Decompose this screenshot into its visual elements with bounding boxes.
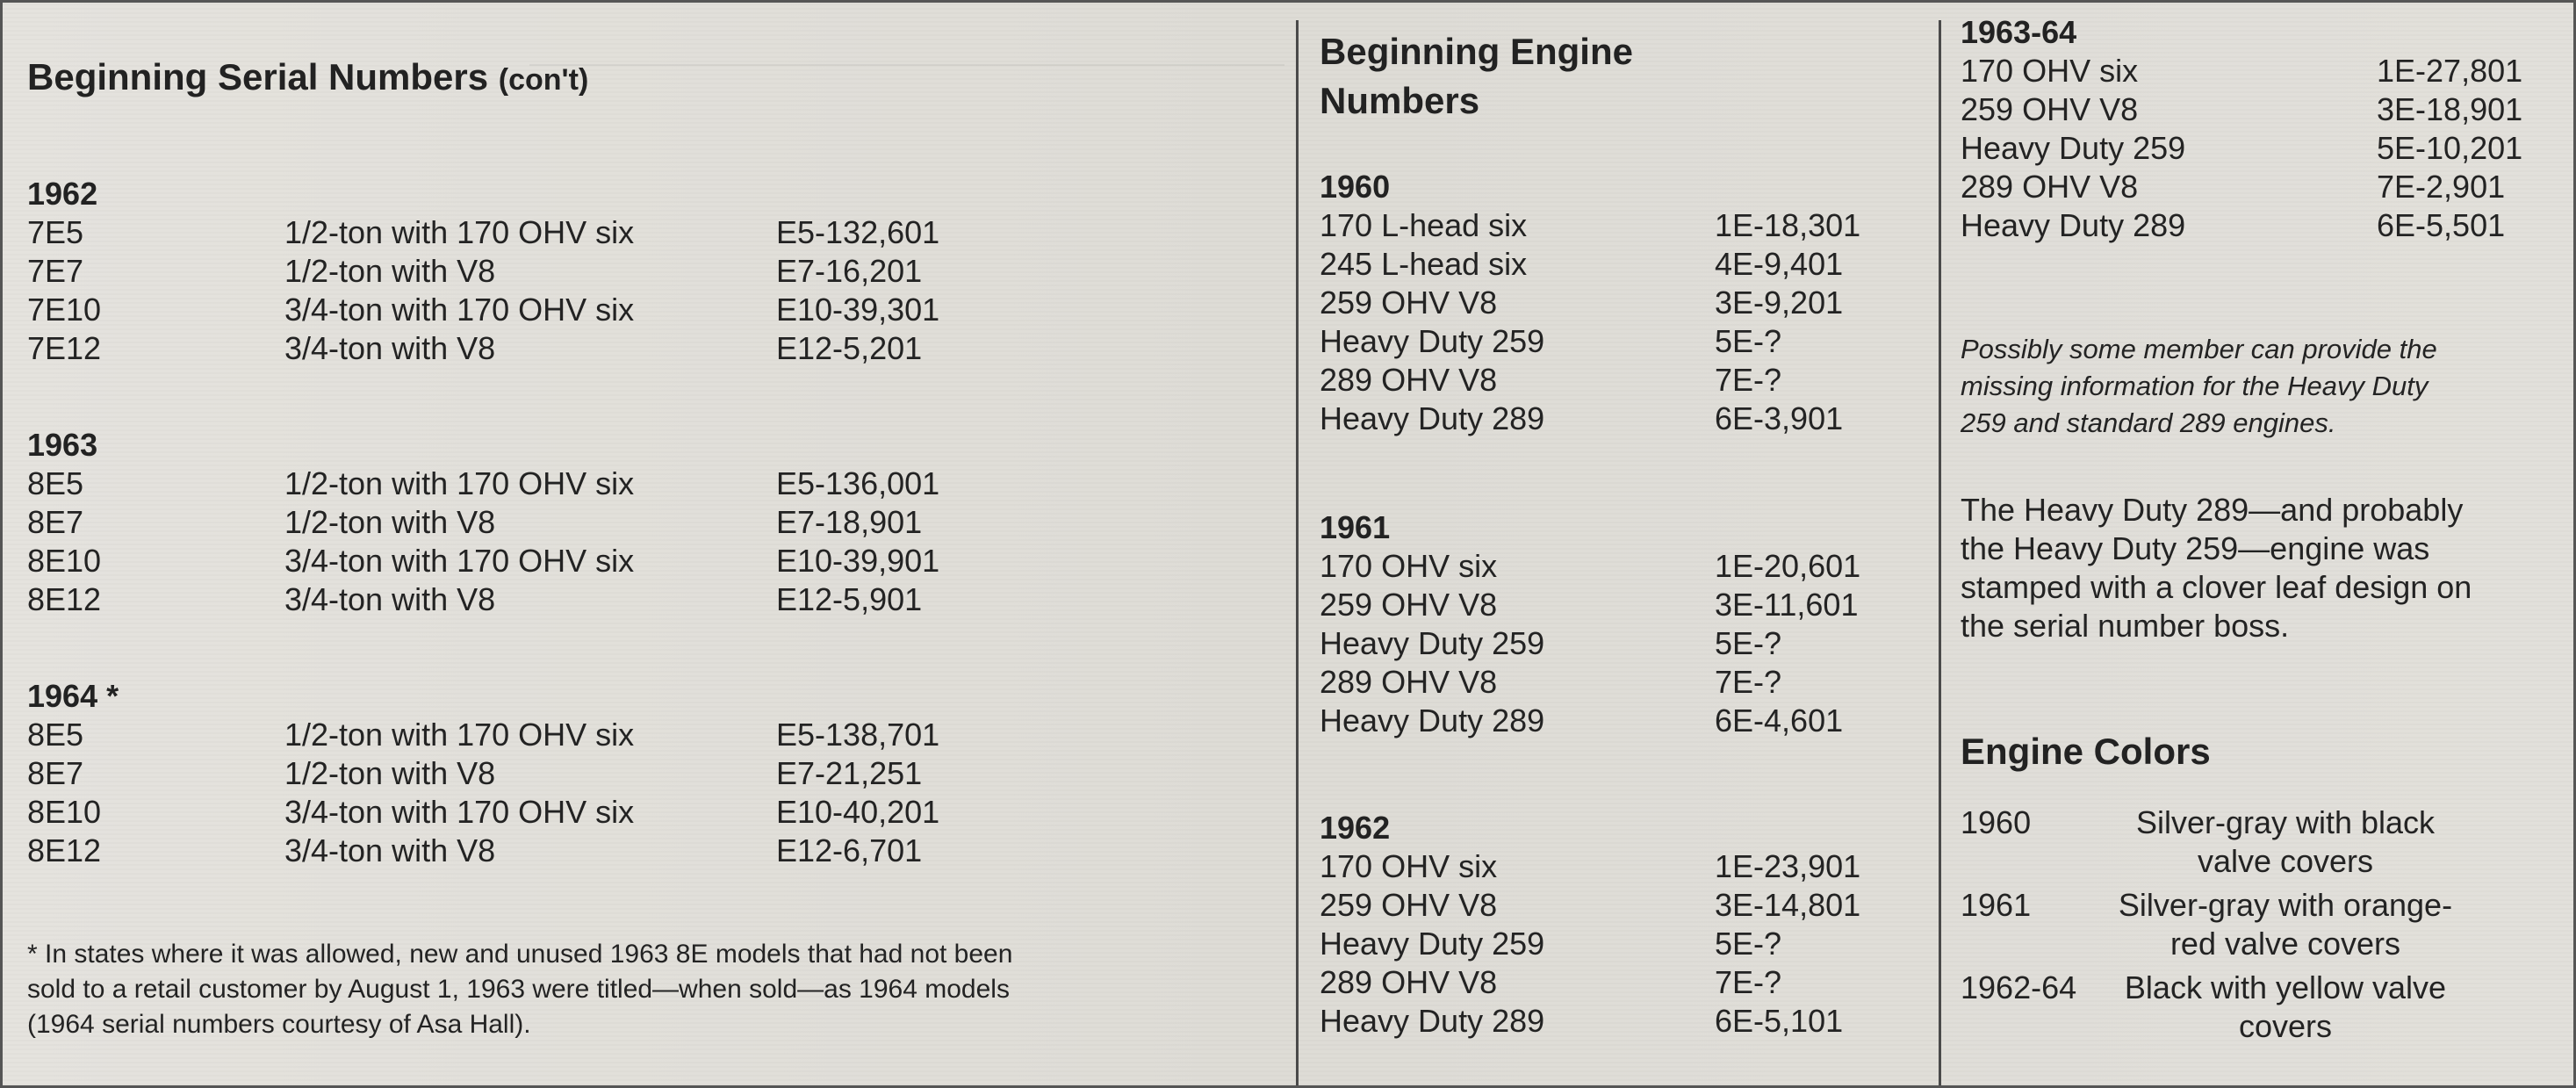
model-code: 8E7 bbox=[27, 755, 84, 791]
engine-year-group bbox=[1320, 809, 1934, 1041]
engine-number: 1E-23,901 bbox=[1715, 848, 1861, 884]
engine-type: 245 L-head six bbox=[1320, 246, 1528, 282]
engine-year-heading: 1960 bbox=[1320, 169, 1391, 205]
engine-groups-1963-64 bbox=[1961, 13, 2566, 245]
engine-type: Heavy Duty 289 bbox=[1320, 1003, 1545, 1039]
engine-number: 7E-? bbox=[1715, 362, 1782, 398]
engine-row bbox=[1961, 168, 2566, 206]
engine-number: 3E-14,801 bbox=[1715, 887, 1861, 923]
model-description: 1/2-ton with V8 bbox=[284, 504, 496, 540]
serial-number: E5-138,701 bbox=[776, 717, 940, 753]
engine-year-heading: 1963-64 bbox=[1961, 14, 2077, 50]
serial-row bbox=[27, 754, 1292, 793]
model-description: 1/2-ton with 170 OHV six bbox=[284, 214, 635, 250]
engine-number: 3E-11,601 bbox=[1715, 587, 1859, 623]
serial-row bbox=[27, 503, 1292, 542]
engine-number: 3E-9,201 bbox=[1715, 285, 1844, 321]
engine-year-group bbox=[1320, 168, 1934, 438]
color-description bbox=[2101, 969, 2470, 1046]
engine-row bbox=[1320, 586, 1934, 624]
model-description: 3/4-ton with V8 bbox=[284, 581, 496, 617]
serial-year-heading: 1962 bbox=[27, 176, 98, 212]
footnote-line: * In states where it was allowed, new and unused 1963 8E models that had not been bbox=[27, 940, 1013, 969]
serial-number: E10-40,201 bbox=[776, 794, 940, 830]
clover-leaf-note: The Heavy Duty 289—and probably the Heavy Duty 259—engine was stamped with a clover leaf design on the serial number boss. bbox=[1961, 492, 2472, 644]
serial-number: E7-18,901 bbox=[776, 504, 923, 540]
serial-row bbox=[27, 291, 1292, 329]
serial-number: E12-5,201 bbox=[776, 330, 923, 366]
serial-row bbox=[27, 329, 1292, 368]
engine-number: 1E-27,801 bbox=[2377, 53, 2523, 89]
engine-row bbox=[1961, 129, 2566, 168]
engine-number: 7E-? bbox=[1715, 964, 1782, 1000]
engine-row bbox=[1961, 206, 2566, 245]
engine-row bbox=[1320, 702, 1934, 740]
serial-title-suffix: (con't) bbox=[498, 63, 589, 97]
engine-type: Heavy Duty 259 bbox=[1961, 130, 2186, 166]
model-code: 8E12 bbox=[27, 832, 102, 868]
engine-row bbox=[1320, 847, 1934, 886]
color-description-line: Silver-gray with orange- bbox=[2118, 887, 2453, 923]
engine-row bbox=[1320, 1002, 1934, 1041]
serial-number: E7-16,201 bbox=[776, 253, 923, 289]
engine-number: 3E-18,901 bbox=[2377, 91, 2523, 127]
engine-type: 170 OHV six bbox=[1961, 53, 2139, 89]
engine-row bbox=[1320, 206, 1934, 245]
model-code: 8E10 bbox=[27, 794, 102, 830]
engine-type: 289 OHV V8 bbox=[1961, 169, 2139, 205]
model-description: 1/2-ton with V8 bbox=[284, 755, 496, 791]
model-code: 8E5 bbox=[27, 465, 84, 501]
engine-number: 7E-2,901 bbox=[2377, 169, 2506, 205]
model-description: 1/2-ton with V8 bbox=[284, 253, 496, 289]
serial-row bbox=[27, 213, 1292, 252]
missing-info-note: Possibly some member can provide the missing information for the Heavy Duty 259 and standard 289 engines. bbox=[1961, 334, 2437, 438]
engine-numbers-section bbox=[1320, 3, 1934, 1085]
engine-color-row bbox=[1961, 886, 2470, 963]
color-year: 1962-64 bbox=[1961, 969, 2077, 1005]
engine-type: 259 OHV V8 bbox=[1320, 887, 1498, 923]
serial-row bbox=[27, 465, 1292, 503]
serial-year-group bbox=[27, 426, 1292, 619]
color-description-line: red valve covers bbox=[2169, 926, 2401, 962]
engine-year-heading: 1962 bbox=[1320, 810, 1391, 846]
model-description: 3/4-ton with 170 OHV six bbox=[284, 543, 635, 579]
serial-year-group bbox=[27, 175, 1292, 368]
color-year: 1961 bbox=[1961, 887, 2032, 923]
model-code: 7E5 bbox=[27, 214, 84, 250]
engine-type: Heavy Duty 289 bbox=[1320, 703, 1545, 739]
column-divider bbox=[1939, 20, 1941, 1085]
model-code: 7E10 bbox=[27, 292, 102, 328]
engine-row bbox=[1320, 284, 1934, 322]
footnote-line: sold to a retail customer by August 1, 1963 were titled—when sold—as 1964 models bbox=[27, 975, 1010, 1004]
model-code: 8E12 bbox=[27, 581, 102, 617]
model-code: 8E7 bbox=[27, 504, 84, 540]
engine-type: Heavy Duty 259 bbox=[1320, 625, 1545, 661]
engine-row bbox=[1320, 663, 1934, 702]
model-description: 3/4-ton with V8 bbox=[284, 832, 496, 868]
engine-row bbox=[1320, 245, 1934, 284]
engine-year-heading: 1961 bbox=[1320, 509, 1391, 545]
engine-type: 289 OHV V8 bbox=[1320, 362, 1498, 398]
engine-number: 7E-? bbox=[1715, 664, 1782, 700]
serial-row bbox=[27, 580, 1292, 619]
engine-type: 170 OHV six bbox=[1320, 848, 1498, 884]
serial-number: E10-39,301 bbox=[776, 292, 940, 328]
engine-number: 6E-3,901 bbox=[1715, 400, 1844, 436]
engine-row bbox=[1320, 400, 1934, 438]
serial-row bbox=[27, 832, 1292, 870]
engine-row bbox=[1320, 624, 1934, 663]
serial-number: E5-132,601 bbox=[776, 214, 940, 250]
color-description bbox=[2101, 803, 2470, 881]
engine-year-group bbox=[1961, 13, 2566, 245]
footnote-line: (1964 serial numbers courtesy of Asa Hall). bbox=[27, 1010, 531, 1039]
engine-number: 5E-? bbox=[1715, 323, 1782, 359]
engine-type: 259 OHV V8 bbox=[1320, 587, 1498, 623]
serial-row bbox=[27, 716, 1292, 754]
engine-number: 5E-? bbox=[1715, 625, 1782, 661]
engine-type: Heavy Duty 289 bbox=[1961, 207, 2186, 243]
engine-number: 6E-5,101 bbox=[1715, 1003, 1844, 1039]
serial-row bbox=[27, 252, 1292, 291]
serial-footnote bbox=[27, 937, 1292, 1042]
model-description: 1/2-ton with 170 OHV six bbox=[284, 717, 635, 753]
column-divider bbox=[1296, 20, 1299, 1085]
engine-number: 1E-18,301 bbox=[1715, 207, 1861, 243]
engine-number: 5E-10,201 bbox=[2377, 130, 2523, 166]
model-description: 3/4-ton with 170 OHV six bbox=[284, 292, 635, 328]
model-description: 3/4-ton with V8 bbox=[284, 330, 496, 366]
engine-row bbox=[1320, 322, 1934, 361]
engine-colors-table bbox=[1961, 803, 2470, 1046]
engine-type: 259 OHV V8 bbox=[1320, 285, 1498, 321]
serial-number: E12-5,901 bbox=[776, 581, 923, 617]
engine-color-row bbox=[1961, 969, 2470, 1046]
color-description-line: valve covers bbox=[2197, 843, 2374, 879]
engine-number: 4E-9,401 bbox=[1715, 246, 1844, 282]
engine-row bbox=[1961, 52, 2566, 90]
serial-number: E5-136,001 bbox=[776, 465, 940, 501]
serial-row bbox=[27, 793, 1292, 832]
engine-row bbox=[1320, 547, 1934, 586]
engine-row bbox=[1320, 886, 1934, 925]
engine-type: 259 OHV V8 bbox=[1961, 91, 2139, 127]
engine-type: Heavy Duty 259 bbox=[1320, 323, 1545, 359]
model-description: 1/2-ton with 170 OHV six bbox=[284, 465, 635, 501]
model-code: 7E12 bbox=[27, 330, 102, 366]
model-code: 8E5 bbox=[27, 717, 84, 753]
engine-row bbox=[1320, 963, 1934, 1002]
engine-type: 170 OHV six bbox=[1320, 548, 1498, 584]
serial-numbers-section bbox=[27, 3, 1292, 1085]
engine-row bbox=[1320, 925, 1934, 963]
color-description-line: Silver-gray with black bbox=[2135, 804, 2436, 840]
engine-type: Heavy Duty 259 bbox=[1320, 926, 1545, 962]
color-description-line: covers bbox=[2238, 1008, 2333, 1044]
model-description: 3/4-ton with 170 OHV six bbox=[284, 794, 635, 830]
model-code: 8E10 bbox=[27, 543, 102, 579]
engine-number: 1E-20,601 bbox=[1715, 548, 1861, 584]
engine-row bbox=[1320, 361, 1934, 400]
engine-color-row bbox=[1961, 803, 2470, 881]
engine-row bbox=[1961, 90, 2566, 129]
engine-numbers-continued bbox=[1961, 3, 2566, 1085]
engine-type: 289 OHV V8 bbox=[1320, 664, 1498, 700]
serial-year-heading: 1964 * bbox=[27, 678, 119, 714]
engine-year-group bbox=[1320, 508, 1934, 740]
model-code: 7E7 bbox=[27, 253, 84, 289]
engine-colors-title: Engine Colors bbox=[1961, 731, 2211, 772]
serial-row bbox=[27, 542, 1292, 580]
engine-type: 289 OHV V8 bbox=[1320, 964, 1498, 1000]
color-description-line: Black with yellow valve bbox=[2124, 969, 2447, 1005]
engine-number: 6E-4,601 bbox=[1715, 703, 1844, 739]
serial-year-heading: 1963 bbox=[27, 427, 98, 463]
engine-type: 170 L-head six bbox=[1320, 207, 1528, 243]
serial-number: E7-21,251 bbox=[776, 755, 923, 791]
color-year: 1960 bbox=[1961, 804, 2032, 840]
engine-number: 6E-5,501 bbox=[2377, 207, 2506, 243]
engine-section-title: Beginning Engine Numbers bbox=[1320, 31, 1633, 121]
serial-section-title: Beginning Serial Numbers (con't) bbox=[27, 56, 589, 97]
serial-year-group bbox=[27, 677, 1292, 870]
engine-type: Heavy Duty 289 bbox=[1320, 400, 1545, 436]
engine-number: 5E-? bbox=[1715, 926, 1782, 962]
serial-number: E10-39,901 bbox=[776, 543, 940, 579]
color-description bbox=[2101, 886, 2470, 963]
serial-number: E12-6,701 bbox=[776, 832, 923, 868]
